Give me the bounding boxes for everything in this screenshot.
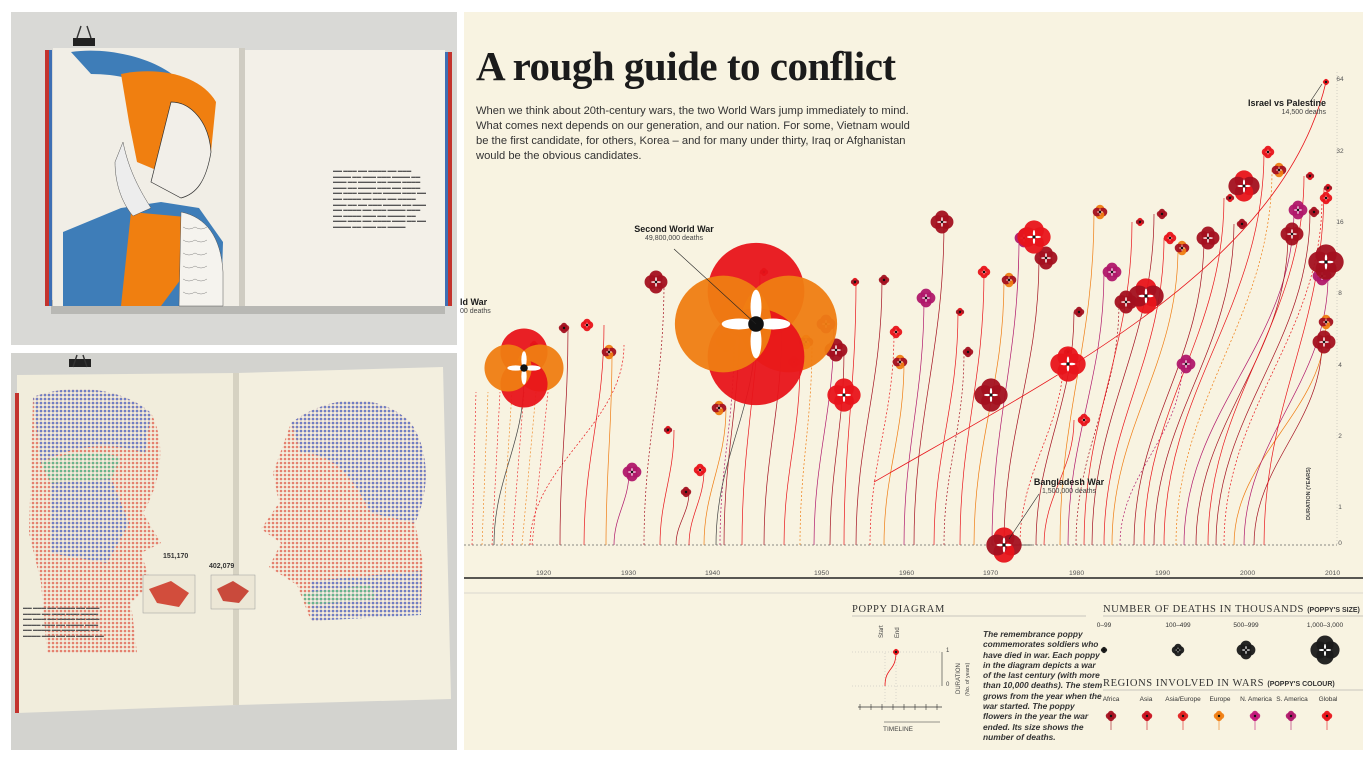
annotation-first-ww-deaths: 00 deaths bbox=[460, 308, 491, 315]
annotation-second-ww-title: Second World War bbox=[634, 224, 714, 234]
legend-region-africa: Africa bbox=[1102, 696, 1120, 703]
poppy-stem-27 bbox=[974, 280, 1004, 545]
book-photo-dot-portraits bbox=[11, 353, 457, 750]
legend-duration-label: DURATION bbox=[956, 663, 962, 694]
legend-region-s-america: S. America bbox=[1276, 696, 1308, 703]
poppy-stem-9 bbox=[704, 408, 726, 545]
book-left-caption: ▬▬ ▬▬▬ ▬▬ ▬▬▬▬ ▬▬ ▬▬▬ ▬▬▬▬ ▬▬ ▬▬▬ ▬▬▬ ▬▬▬▬ ▬▬ ▬▬▬ ▬▬ ▬▬▬▬ ▬▬ ▬▬▬ ▬▬▬▬ ▬▬▬ ▬▬ ▬▬▬▬ ▬▬▬ ▬▬ ▬▬▬▬ ▬▬ ▬▬▬ ▬▬▬ ▬▬ ▬▬▬▬ ▬▬▬ ▬▬ ▬▬ ▬▬▬▬ ▬▬ bbox=[23, 605, 104, 638]
legend-deaths-title: NUMBER OF DEATHS IN THOUSANDS bbox=[1103, 604, 1304, 615]
poppy-flower-48 bbox=[1306, 172, 1314, 180]
annotation-first-world-war bbox=[460, 297, 500, 317]
poppy-flower-54 bbox=[1324, 184, 1332, 192]
poppy-flower-18 bbox=[851, 278, 859, 286]
poppy-flower-36 bbox=[1136, 218, 1144, 226]
legend-region-n-america: N. America bbox=[1240, 696, 1272, 703]
legend-region-global: Global bbox=[1318, 696, 1338, 703]
poppy-stem-8 bbox=[689, 470, 704, 545]
poppy-chart bbox=[464, 12, 1363, 750]
poppy-stem-40 bbox=[1120, 364, 1182, 545]
poppy-flower-69 bbox=[1237, 641, 1256, 660]
legend-region-europe: Europe bbox=[1209, 696, 1231, 703]
poppy-flower-4 bbox=[623, 463, 642, 482]
poppy-flowers bbox=[484, 79, 1343, 563]
poppy-flower-39 bbox=[1175, 241, 1190, 256]
annotation-first-ww-title: ld War bbox=[460, 297, 488, 307]
poppy-flower-66 bbox=[893, 649, 899, 655]
poppy-stem-25 bbox=[944, 352, 964, 545]
legend-region-asia-europe: Asia/Europe bbox=[1165, 696, 1201, 703]
poppy-flower-45 bbox=[1272, 163, 1287, 178]
poppy-stem-6 bbox=[660, 430, 674, 545]
poppy-stem-52 bbox=[1244, 276, 1328, 545]
poppy-flower-71 bbox=[1106, 711, 1116, 721]
legend-start-label: Start bbox=[879, 625, 885, 638]
poppy-stem-46 bbox=[1184, 210, 1294, 545]
y-tick-64: 64 bbox=[1336, 76, 1344, 83]
poppy-flower-42 bbox=[1226, 194, 1234, 202]
poppy-flower-25 bbox=[963, 347, 973, 357]
poppy-flower-38 bbox=[1164, 232, 1176, 244]
poppy-stem-21 bbox=[884, 362, 904, 545]
annotation-israel-palestine bbox=[1230, 98, 1326, 118]
poppy-flower-26 bbox=[978, 266, 990, 278]
poppy-flower-76 bbox=[1286, 711, 1296, 721]
poppy-flower-21 bbox=[893, 355, 908, 370]
legend-sample-stem bbox=[885, 652, 896, 686]
poppy-flower-74 bbox=[1214, 711, 1224, 721]
legend-size-label-1: 100–499 bbox=[1165, 622, 1191, 629]
early-stem-0 bbox=[472, 392, 476, 545]
poster-title: A rough guide to conflict bbox=[476, 43, 896, 89]
y-axis-label: DURATION (YEARS) bbox=[1306, 467, 1312, 520]
annotation-bangladesh-deaths: 1,500,000 deaths bbox=[1041, 488, 1097, 495]
annotation-bangladesh-war bbox=[1026, 477, 1112, 497]
poppy-flower-46 bbox=[1289, 201, 1308, 220]
legend-end-label: End bbox=[895, 627, 901, 638]
poppy-flower-37 bbox=[1157, 209, 1167, 219]
legend-graphics bbox=[852, 616, 1363, 730]
book-body-text: ▬▬ ▬▬▬ ▬▬ ▬▬▬▬ ▬▬ ▬▬▬ ▬▬▬▬ ▬▬ ▬▬▬ ▬▬▬ ▬▬▬▬ ▬▬ ▬▬▬ ▬▬ ▬▬▬▬ ▬▬ ▬▬▬ ▬▬▬▬ ▬▬▬ ▬▬ ▬▬▬▬ ▬▬▬ ▬▬ ▬▬▬▬ ▬▬ ▬▬▬ ▬▬▬ ▬▬ ▬▬▬▬ ▬▬▬ ▬▬ ▬▬ ▬▬▬▬ ▬▬ ▬▬▬ ▬▬ ▬▬▬▬ ▬▬▬ ▬▬ ▬▬ ▬▬▬ ▬▬▬▬ ▬▬ ▬▬▬ ▬▬ ▬▬▬▬ ▬▬ ▬▬▬ ▬▬▬▬ ▬▬▬ ▬▬ ▬▬▬▬ ▬▬▬ ▬▬ ▬▬▬▬ ▬▬ ▬▬▬ ▬▬▬ ▬▬ ▬▬▬▬ ▬▬▬ ▬▬ ▬▬ ▬▬▬▬ ▬▬ ▬▬▬ ▬▬ ▬▬▬▬ bbox=[333, 168, 427, 229]
poppy-stem-3 bbox=[606, 352, 612, 545]
annotation-israel-deaths: 14,500 deaths bbox=[1281, 109, 1326, 116]
poppy-stem-5 bbox=[644, 282, 664, 545]
early-stem-5 bbox=[522, 392, 536, 545]
poppy-flower-55 bbox=[484, 328, 563, 407]
early-stem-6 bbox=[532, 392, 548, 545]
poppy-flower-8 bbox=[694, 464, 706, 476]
legend-duration-units: (No. of years) bbox=[965, 662, 971, 696]
poppy-stem-24 bbox=[934, 312, 958, 545]
poppy-flower-63 bbox=[974, 378, 1007, 411]
poppy-flower-62 bbox=[1128, 278, 1163, 313]
leader-bangladesh bbox=[1009, 494, 1039, 539]
early-stem-3 bbox=[502, 392, 512, 545]
poppy-flower-65 bbox=[1323, 79, 1329, 85]
poppy-flower-51 bbox=[1319, 315, 1334, 330]
y-tick-2: 2 bbox=[1338, 433, 1342, 440]
poppy-flower-23 bbox=[931, 211, 954, 234]
legend-size-label-3: 1,000–3,000 bbox=[1306, 622, 1344, 629]
poppy-stems bbox=[472, 82, 1328, 545]
poppy-flower-20 bbox=[890, 326, 902, 338]
book-photo-illustration bbox=[11, 12, 457, 345]
poppy-flower-7 bbox=[681, 487, 691, 497]
y-tick-0: 0 bbox=[1338, 540, 1342, 547]
early-stem-1 bbox=[482, 392, 488, 545]
x-tick-2010: 2010 bbox=[1325, 570, 1341, 577]
poppy-flower-72 bbox=[1142, 711, 1152, 721]
poppy-flower-32 bbox=[1078, 414, 1090, 426]
poppy-flower-6 bbox=[664, 426, 672, 434]
poppy-stem-18 bbox=[844, 282, 856, 545]
legend-regions-title: REGIONS INVOLVED IN WARS bbox=[1103, 678, 1265, 689]
poppy-flower-68 bbox=[1172, 644, 1184, 656]
poppy-flower-50 bbox=[1320, 192, 1332, 204]
poppy-flower-49 bbox=[1309, 207, 1319, 217]
poppy-stem-15 bbox=[800, 342, 812, 545]
poppy-stem-4 bbox=[614, 472, 629, 545]
poppy-stem-19 bbox=[856, 280, 882, 545]
poppy-flower-73 bbox=[1178, 711, 1188, 721]
x-tick-1970: 1970 bbox=[983, 570, 999, 577]
poppy-flower-41 bbox=[1197, 227, 1220, 250]
poppy-stem-43 bbox=[1154, 224, 1234, 545]
x-tick-1950: 1950 bbox=[814, 570, 830, 577]
poppy-flower-53 bbox=[1313, 331, 1336, 354]
book-spread-dot-portraits bbox=[11, 353, 457, 750]
poppy-flower-33 bbox=[1093, 205, 1108, 220]
legend-scale-zero: 0 bbox=[946, 682, 950, 688]
poppy-flower-75 bbox=[1250, 711, 1260, 721]
poppy-stem-44 bbox=[1164, 152, 1264, 545]
poppy-stem-7 bbox=[676, 492, 689, 545]
x-tick-1920: 1920 bbox=[536, 570, 552, 577]
legend-regions-note: (POPPY'S COLOUR) bbox=[1267, 681, 1335, 688]
book-value-two: 402,079 bbox=[209, 563, 235, 570]
legend-size-label-2: 500–999 bbox=[1233, 622, 1259, 629]
poppy-stem-20 bbox=[870, 332, 894, 545]
legend-size-label-0: 0–99 bbox=[1096, 622, 1112, 629]
legend-deaths-heading bbox=[1103, 604, 1360, 615]
poppy-flower-31 bbox=[1074, 307, 1084, 317]
annotation-bangladesh-title: Bangladesh War bbox=[1033, 477, 1105, 487]
y-tick-32: 32 bbox=[1336, 148, 1344, 155]
poppy-poster bbox=[460, 12, 1363, 750]
legend-region-asia: Asia bbox=[1139, 696, 1153, 703]
poppy-flower-57 bbox=[986, 527, 1021, 562]
poppy-flower-9 bbox=[712, 401, 727, 416]
x-tick-1960: 1960 bbox=[899, 570, 915, 577]
poppy-stem-30 bbox=[1020, 352, 1064, 545]
poppy-flower-70 bbox=[1310, 635, 1339, 664]
x-tick-1990: 1990 bbox=[1155, 570, 1171, 577]
poppy-stem-2 bbox=[584, 325, 604, 545]
legend-regions-heading bbox=[1103, 678, 1335, 689]
y-tick-8: 8 bbox=[1338, 290, 1342, 297]
poppy-stem-47 bbox=[1196, 234, 1288, 545]
poppy-flower-24 bbox=[956, 308, 964, 316]
early-stem-2 bbox=[492, 392, 500, 545]
book-value-one: 151,170 bbox=[163, 553, 189, 560]
y-tick-16: 16 bbox=[1336, 219, 1344, 226]
poppy-flower-64 bbox=[827, 378, 860, 411]
x-tick-2000: 2000 bbox=[1240, 570, 1256, 577]
annotation-second-world-war bbox=[624, 224, 724, 244]
legend-timeline-label: TIMELINE bbox=[883, 726, 913, 733]
poppy-flower-40 bbox=[1177, 355, 1196, 374]
x-tick-1930: 1930 bbox=[621, 570, 637, 577]
x-tick-1980: 1980 bbox=[1069, 570, 1085, 577]
legend-deaths-note: (POPPY'S SIZE) bbox=[1307, 607, 1360, 614]
poster-intro: When we think about 20th-century wars, the two World Wars jump immediately to mind. What comes next depends on our generation, and our nation. For some, Vietnam would be the first candidate, for others, Korea – and for many under thirty, Iraq or Afghanistan would be the obvious candidates. bbox=[476, 105, 910, 162]
poppy-flower-34 bbox=[1103, 263, 1122, 282]
early-stem-4 bbox=[512, 392, 524, 545]
legend-description: The remembrance poppy commemorates soldiers who have died in war. Each poppy in the diagram depicts a war of the last century (with more than 10,000 deaths). The stem grows from the year when the war started. The poppy flowers in the year the war ended. Its size shows the number of deaths. bbox=[983, 629, 1103, 742]
legend-scale-one: 1 bbox=[946, 648, 950, 654]
poppy-flower-19 bbox=[879, 275, 889, 285]
legend-poppy-title: POPPY DIAGRAM bbox=[852, 604, 945, 615]
y-tick-1: 1 bbox=[1338, 504, 1342, 511]
y-tick-4: 4 bbox=[1338, 362, 1342, 369]
x-tick-1940: 1940 bbox=[705, 570, 721, 577]
annotation-second-ww-deaths: 49,800,000 deaths bbox=[645, 235, 703, 242]
poppy-flower-2 bbox=[581, 319, 593, 331]
poppy-flower-1 bbox=[559, 323, 569, 333]
annotation-israel-title: Israel vs Palestine bbox=[1247, 98, 1326, 108]
poppy-flower-22 bbox=[917, 289, 936, 308]
poppy-stem-22 bbox=[904, 298, 924, 545]
poppy-flower-77 bbox=[1322, 711, 1332, 721]
